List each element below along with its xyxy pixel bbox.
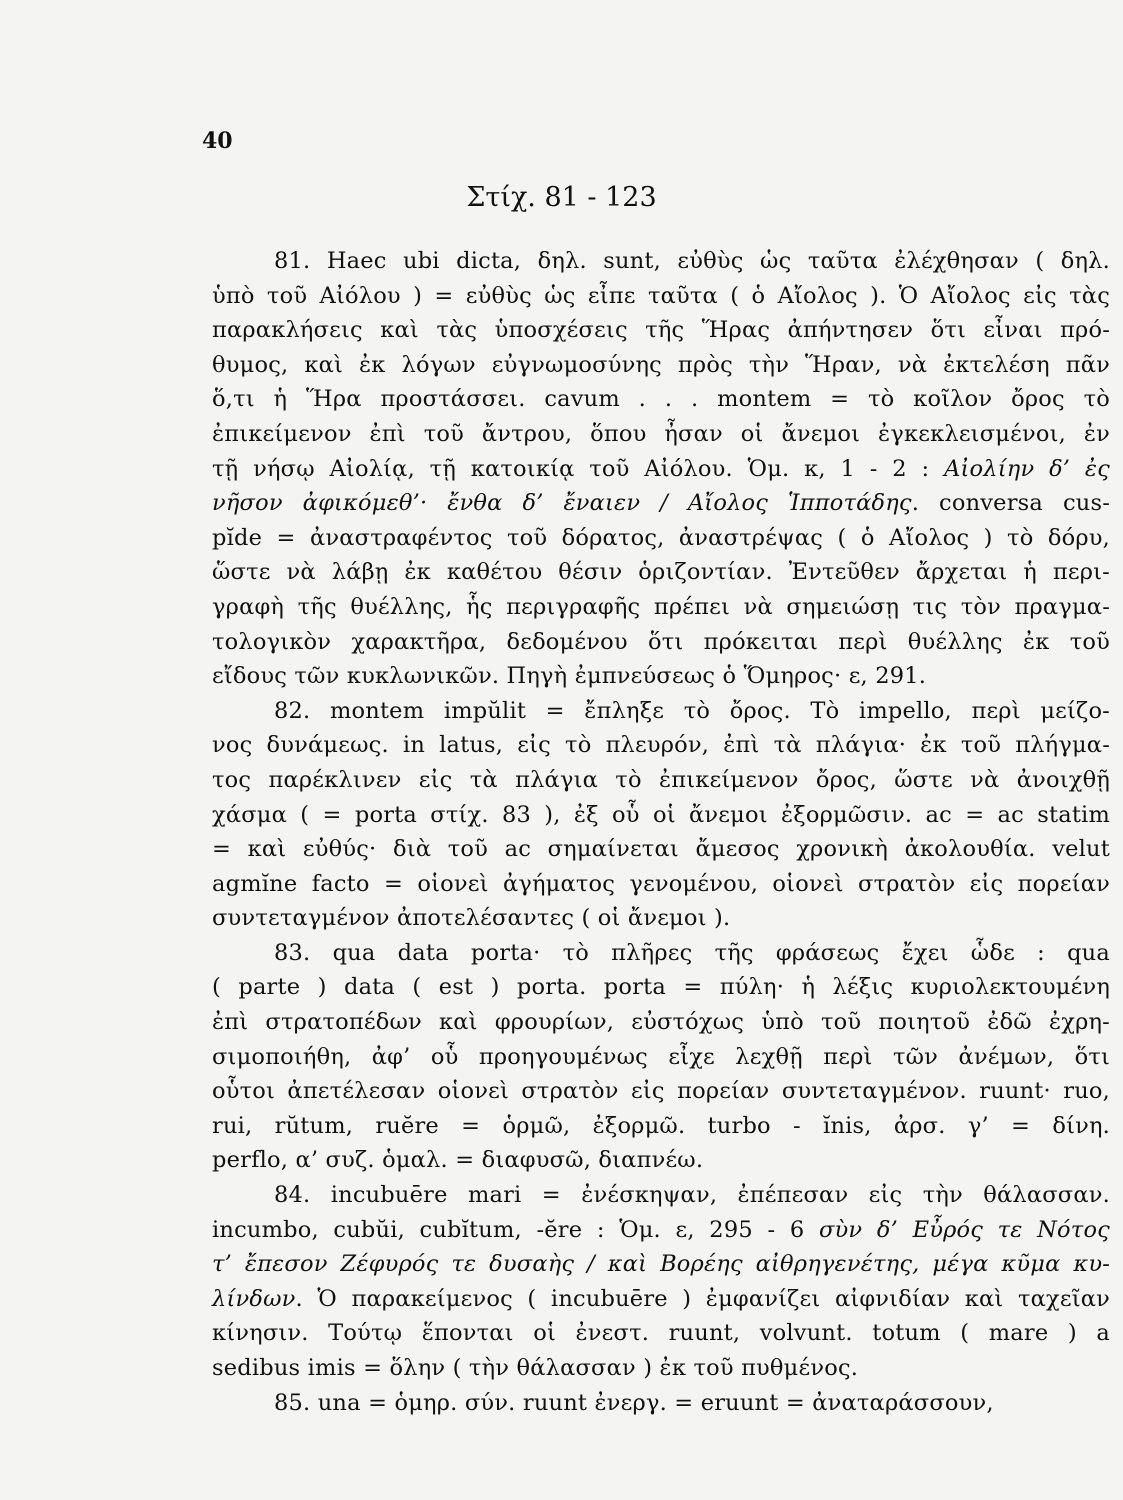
- text-line: [212, 1282, 1110, 1317]
- text-line: [212, 452, 1110, 487]
- line-text: παρακλήσεις καὶ τὰς ὑποσχέσεις τῆς Ἥρας ἀπήντησεν ὅτι εἶναι πρό-: [212, 317, 1110, 344]
- text-line: [212, 1386, 1110, 1421]
- text-line: [212, 798, 1110, 833]
- text-line: [212, 901, 1110, 936]
- line-text: τῇ νήσῳ Αἰολίᾳ, τῇ κατοικίᾳ τοῦ Αἰόλου. Ὁμ. κ, 1 - 2 :: [212, 455, 945, 482]
- line-text: κίνησιν. Τούτῳ ἕπονται οἱ ἐνεστ. ruunt, volvunt. totum ( mare ) a: [212, 1320, 1110, 1347]
- line-text: agmĭne facto = οἱονεὶ ἀγήματος γενομένου, οἱονεὶ στρατὸν εἰς πορείαν: [212, 870, 1110, 897]
- line-text: . conversa cus-: [911, 490, 1110, 517]
- text-line: [212, 382, 1110, 417]
- line-text: θυμος, καὶ ἐκ λόγων εὐγνωμοσύνης πρὸς τὴν Ἥραν, νὰ ἐκτελέση πᾶν: [212, 351, 1110, 378]
- line-text: 83. qua data porta· τὸ πλῆρες τῆς φράσεως ἔχει ὧδε : qua: [274, 939, 1110, 966]
- line-text: οὗτοι ἀπετέλεσαν οἱονεὶ στρατὸν εἰς πορείαν συντεταγμένον. ruunt· ruo,: [212, 1078, 1110, 1105]
- text-line: [212, 1351, 1110, 1386]
- line-text: rui, rŭtum, ruĕre = ὁρμῶ, ἐξορμῶ. turbo - ĭnis, ἀρσ. γ’ = δίνη.: [212, 1112, 1110, 1139]
- line-text: ἐπὶ στρατοπέδων καὶ φρουρίων, εὐστόχως ὑπὸ τοῦ ποιητοῦ ἐδῶ ἐχρη-: [212, 1009, 1110, 1036]
- line-text: ἐπικείμενον ἐπὶ τοῦ ἄντρου, ὅπου ἦσαν οἱ ἄνεμοι ἐγκεκλεισμένοι, ἐν: [212, 420, 1110, 447]
- text-line: [212, 313, 1110, 348]
- line-text: sedibus imis = ὅλην ( τὴν θάλασσαν ) ἐκ τοῦ πυθμένος.: [212, 1355, 859, 1381]
- text-line: [212, 763, 1110, 798]
- line-text: ὑπὸ τοῦ Αἰόλου ) = εὐθὺς ὡς εἶπε ταῦτα ( ὁ Αἴολος ). Ὁ Αἴολος εἰς τὰς: [212, 282, 1110, 309]
- line-text: incumbo, cubŭi, cubĭtum, -ĕre : Ὁμ. ε, 295 - 6: [212, 1216, 819, 1243]
- text-line: [212, 659, 1110, 694]
- line-text: perflo, α’ συζ. ὁμαλ. = διαφυσῶ, διαπνέω.: [212, 1147, 704, 1174]
- italic-quote: τ’ ἔπεσον Ζέφυρός τε δυσαὴς / καὶ Βορέης αἰθρηγενέτης, μέγα κῦμα κυ-: [212, 1251, 1110, 1278]
- text-line: [212, 279, 1110, 314]
- text-line: [212, 970, 1110, 1005]
- line-text: χάσμα ( = porta στίχ. 83 ), ἐξ οὗ οἱ ἄνεμοι ἐξορμῶσιν. ac = ac statim: [212, 801, 1110, 828]
- text-line: [212, 348, 1110, 383]
- italic-quote: Αἰολίην δ’ ἐς: [944, 455, 1110, 482]
- line-text: ὅ,τι ἡ Ἥρα προστάσσει. cavum . . . montem = τὸ κοῖλον ὄρος τὸ: [212, 386, 1110, 413]
- text-line: [212, 1040, 1110, 1075]
- text-line: [212, 1143, 1110, 1178]
- line-text: σιμοποιήθη, ἀφ’ οὗ προηγουμένως εἶχε λεχθῇ περὶ τῶν ἀνέμων, ὅτι: [212, 1043, 1110, 1070]
- text-line: [212, 625, 1110, 660]
- text-line: [212, 1005, 1110, 1040]
- page-number: 40: [202, 128, 233, 154]
- text-line: [212, 555, 1110, 590]
- line-text: τολογικὸν χαρακτῆρα, δεδομένου ὅτι πρόκειται περὶ θυέλλης ἐκ τοῦ: [212, 628, 1110, 655]
- text-line: [212, 1109, 1110, 1144]
- italic-quote: λίνδων: [212, 1285, 296, 1312]
- text-line: [212, 694, 1110, 729]
- text-line: [212, 486, 1110, 521]
- line-text: νος δυνάμεως. in latus, εἰς τὸ πλευρόν, ἐπὶ τὰ πλάγια· ἐκ τοῦ πλήγμα-: [212, 732, 1110, 759]
- text-line: [212, 1247, 1110, 1282]
- line-text: 81. Haec ubi dicta, δηλ. sunt, εὐθὺς ὡς ταῦτα ἐλέχθησαν ( δηλ.: [274, 248, 1110, 274]
- text-line: [212, 521, 1110, 556]
- line-text: γραφὴ τῆς θυέλλης, ἧς περιγραφῆς πρέπει νὰ σημειώσῃ τις τὸν πραγμα-: [212, 593, 1110, 620]
- text-line: [212, 867, 1110, 902]
- italic-quote: νῆσον ἀφικόμεθ’· ἔνθα δ’ ἔναιεν / Αἴολος Ἱπποτάδης: [212, 490, 912, 517]
- text-line: [212, 590, 1110, 625]
- text-line: [212, 1178, 1110, 1213]
- line-text: = καὶ εὐθύς· διὰ τοῦ ac σημαίνεται ἄμεσος χρονικὴ ἀκολουθία. velut: [212, 836, 1110, 863]
- line-text: ( parte ) data ( est ) porta. porta = πύλη· ἡ λέξις κυριολεκτουμένη: [212, 974, 1110, 1001]
- commentary-body: [212, 244, 1110, 1420]
- text-line: [212, 1213, 1110, 1248]
- line-text: εἴδους τῶν κυκλωνικῶν. Πηγὴ ἐμπνεύσεως ὁ Ὅμηρος· ε, 291.: [212, 663, 927, 690]
- text-line: [212, 1316, 1110, 1351]
- line-text: 84. incubuēre mari = ἐνέσκηψαν, ἐπέπεσαν εἰς τὴν θάλασσαν.: [274, 1182, 1110, 1209]
- line-text: ὥστε νὰ λάβῃ ἐκ καθέτου θέσιν ὁριζοντίαν. Ἐντεῦθεν ἄρχεται ἡ περι-: [212, 559, 1110, 586]
- text-line: [212, 417, 1110, 452]
- text-line: [212, 832, 1110, 867]
- line-text: pĭde = ἀναστραφέντος τοῦ δόρατος, ἀναστρέψας ( ὁ Αἴολος ) τὸ δόρυ,: [212, 524, 1110, 551]
- line-text: 82. montem impŭlit = ἔπληξε τὸ ὄρος. Τὸ impello, περὶ μείζο-: [274, 697, 1110, 724]
- text-line: [212, 728, 1110, 763]
- text-line: [212, 1074, 1110, 1109]
- line-text: τος παρέκλινεν εἰς τὰ πλάγια τὸ ἐπικείμενον ὄρος, ὥστε νὰ ἀνοιχθῇ: [212, 766, 1110, 793]
- line-text: 85. una = ὁμηρ. σύν. ruunt ἐνεργ. = eruunt = ἀναταράσσουν,: [274, 1389, 994, 1416]
- line-text: . Ὁ παρακείμενος ( incubuēre ) ἐμφανίζει αἰφνιδίαν καὶ ταχεῖαν: [295, 1285, 1110, 1312]
- text-line: [212, 936, 1110, 971]
- text-line: [212, 244, 1110, 279]
- italic-quote: σὺν δ’ Εὖρός τε Νότος: [818, 1216, 1110, 1243]
- line-text: συντεταγμένον ἀποτελέσαντες ( οἱ ἄνεμοι ).: [212, 905, 731, 932]
- section-heading: Στίχ. 81 - 123: [466, 182, 657, 213]
